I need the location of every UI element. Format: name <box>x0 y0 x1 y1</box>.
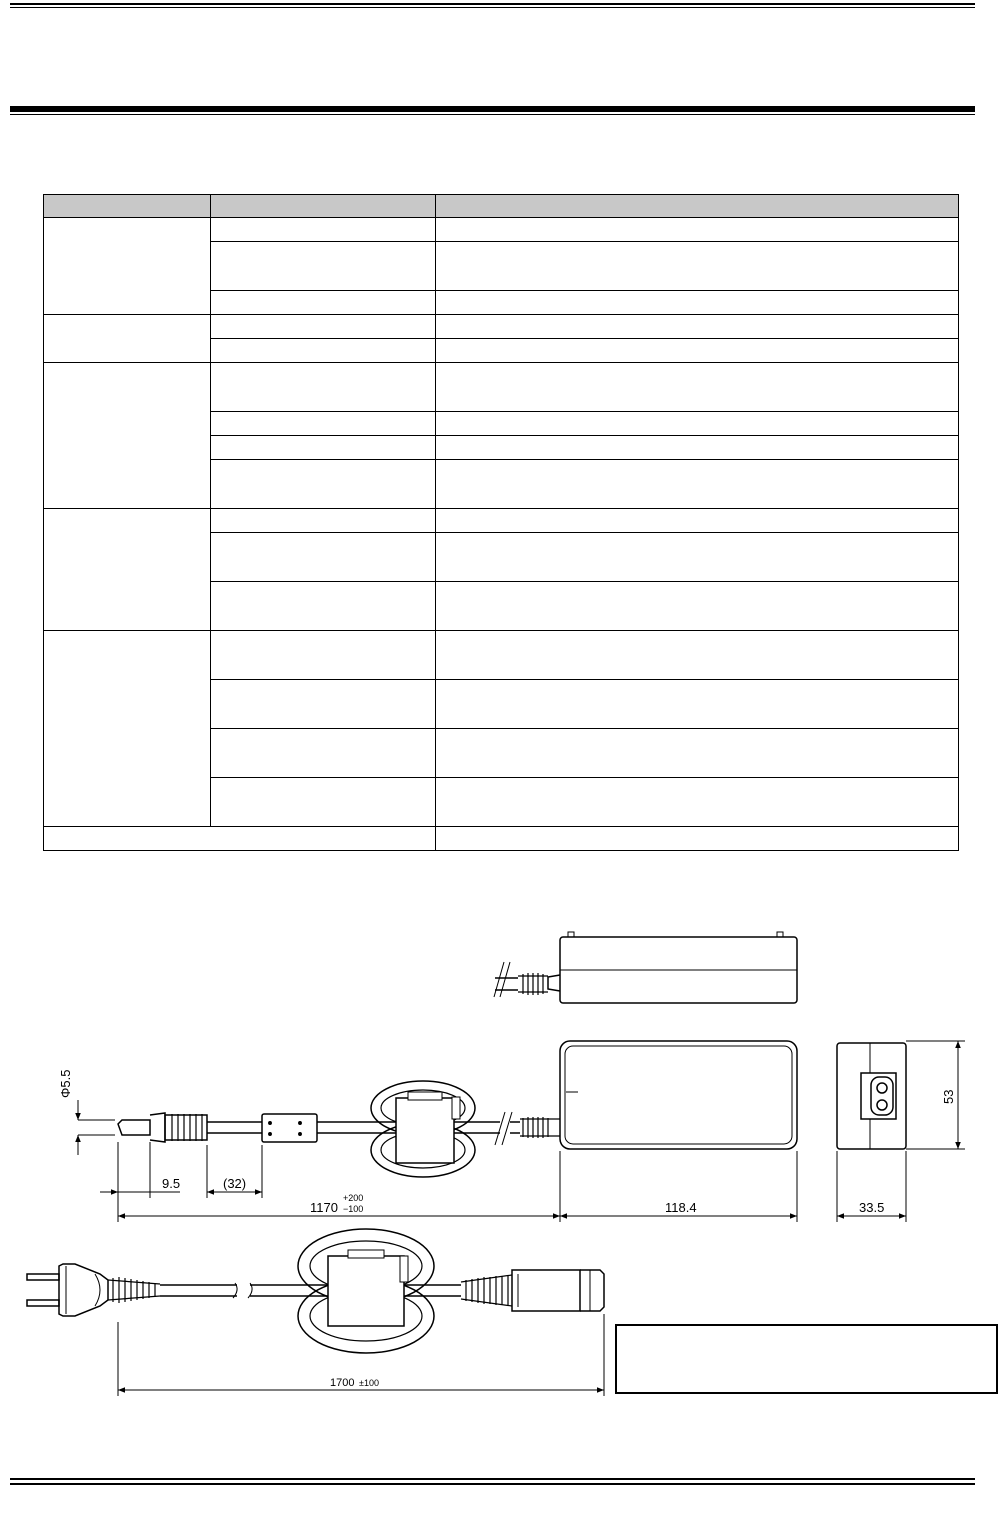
dim-tip-length: 9.5 <box>162 1176 181 1191</box>
dim-cable-tol-plus: +200 <box>343 1193 364 1203</box>
dim-strain-relief: (32) <box>223 1176 247 1191</box>
note-box <box>615 1324 998 1394</box>
adapter-top-view <box>560 1041 797 1149</box>
dim-body-height: 53 <box>941 1089 956 1104</box>
dim-body-length: 118.4 <box>665 1200 697 1215</box>
dc-cable-assembly <box>118 1081 560 1177</box>
adapter-end-view <box>837 1043 906 1149</box>
adapter-side-view <box>494 932 797 1003</box>
dim-ac-cord-tol: ±100 <box>359 1378 379 1388</box>
dim-connector-diameter: Φ5.5 <box>58 1069 73 1098</box>
dim-body-depth: 33.5 <box>859 1200 885 1215</box>
dim-ac-cord-length: 1700 <box>330 1377 355 1389</box>
ac-cord-assembly <box>27 1229 604 1353</box>
dimension-lines <box>78 1041 965 1222</box>
dim-cable-length: 1170 <box>310 1200 338 1215</box>
dim-cable-tol-minus: −100 <box>343 1204 364 1214</box>
